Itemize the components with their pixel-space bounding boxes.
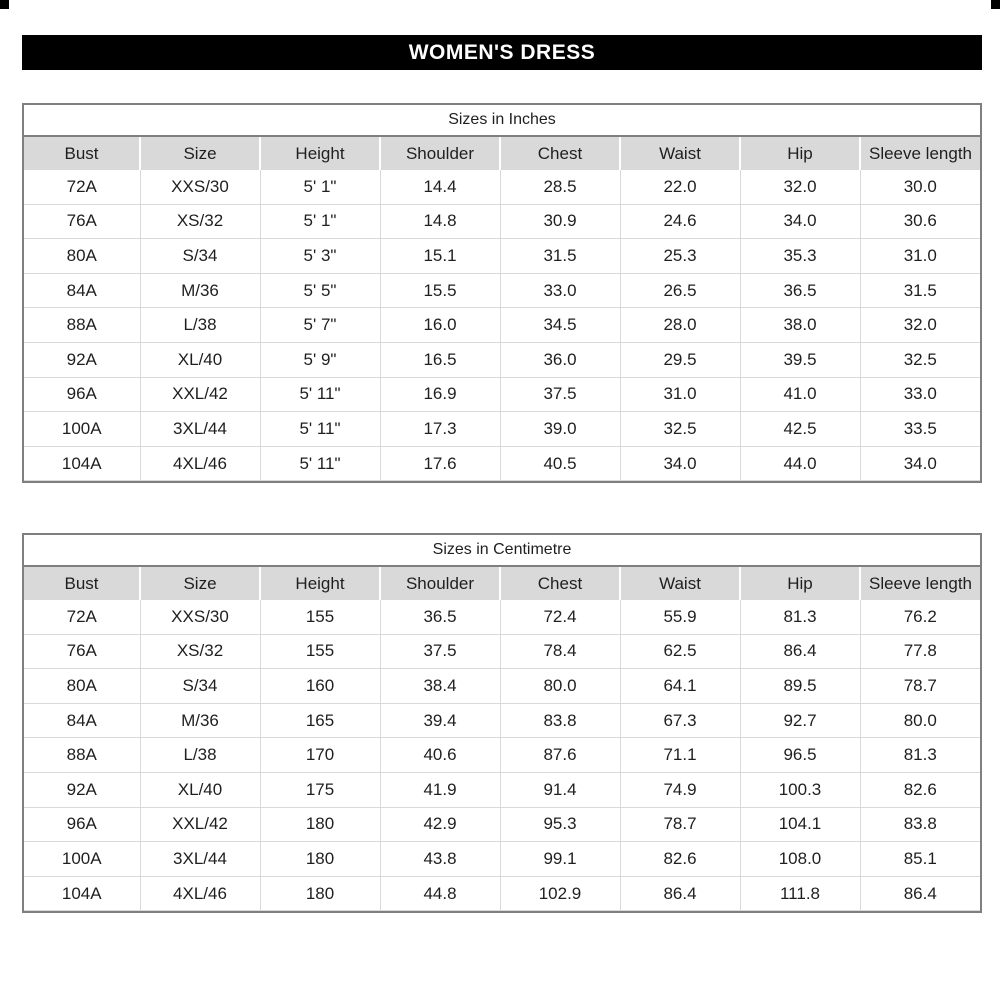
table-cell: 155 — [260, 600, 380, 634]
column-header-waist: Waist — [620, 136, 740, 170]
table-cell: 37.5 — [380, 634, 500, 669]
table-cell: 43.8 — [380, 842, 500, 877]
table-cell: 31.0 — [860, 239, 980, 274]
table-cell: 5' 3" — [260, 239, 380, 274]
table-row — [24, 669, 980, 704]
table-cell: 76A — [24, 634, 140, 669]
table-cell: 88A — [24, 308, 140, 343]
table-cell: XS/32 — [140, 634, 260, 669]
column-header-waist: Waist — [620, 566, 740, 600]
corner-square-top-right — [991, 0, 1000, 9]
table-cell: 3XL/44 — [140, 412, 260, 447]
table-cell: 155 — [260, 634, 380, 669]
table-cell: 87.6 — [500, 738, 620, 773]
table-cell: 29.5 — [620, 342, 740, 377]
table-cell: 85.1 — [860, 842, 980, 877]
table-cell: 165 — [260, 703, 380, 738]
table-cell: 17.6 — [380, 446, 500, 481]
table-title-row — [24, 105, 980, 136]
column-header-sleeve-length: Sleeve length — [860, 566, 980, 600]
table-cell: 5' 1" — [260, 170, 380, 204]
table-row — [24, 600, 980, 634]
table-cell: 83.8 — [500, 703, 620, 738]
table-cell: 34.0 — [620, 446, 740, 481]
table-cell: S/34 — [140, 239, 260, 274]
table-cell: 31.5 — [860, 273, 980, 308]
table-cell: 40.6 — [380, 738, 500, 773]
table-cell: 22.0 — [620, 170, 740, 204]
table-header-row — [24, 566, 980, 600]
table-cell: 95.3 — [500, 807, 620, 842]
table-cell: 96.5 — [740, 738, 860, 773]
table-cell: 42.5 — [740, 412, 860, 447]
table-row — [24, 634, 980, 669]
column-header-height: Height — [260, 566, 380, 600]
table-cell: 4XL/46 — [140, 876, 260, 911]
table-cell: 180 — [260, 807, 380, 842]
column-header-sleeve-length: Sleeve length — [860, 136, 980, 170]
column-header-bust: Bust — [24, 136, 140, 170]
table-cell: 5' 9" — [260, 342, 380, 377]
table-cell: 72A — [24, 600, 140, 634]
table-cell: 38.4 — [380, 669, 500, 704]
table-cell: 5' 11" — [260, 377, 380, 412]
sizes-in-centimetre-table — [22, 533, 982, 913]
table-cell: 64.1 — [620, 669, 740, 704]
table-cell: 100A — [24, 842, 140, 877]
corner-square-top-left — [0, 0, 9, 9]
table-cell: XXS/30 — [140, 600, 260, 634]
sizes-in-inches-table — [22, 103, 982, 483]
table-cell: 17.3 — [380, 412, 500, 447]
table-cell: 34.0 — [860, 446, 980, 481]
table-cell: 14.8 — [380, 204, 500, 239]
table-cell: 78.4 — [500, 634, 620, 669]
table-cell: 86.4 — [620, 876, 740, 911]
table-cell: 84A — [24, 703, 140, 738]
table-cell: 89.5 — [740, 669, 860, 704]
table-cell: M/36 — [140, 703, 260, 738]
table-cell: 104.1 — [740, 807, 860, 842]
table-cell: XL/40 — [140, 342, 260, 377]
table-cell: 24.6 — [620, 204, 740, 239]
column-header-hip: Hip — [740, 566, 860, 600]
table-cell: 33.0 — [500, 273, 620, 308]
table-cell: 72A — [24, 170, 140, 204]
table-cell: 84A — [24, 273, 140, 308]
table-cell: 92A — [24, 772, 140, 807]
table-cell: 5' 7" — [260, 308, 380, 343]
table-cell: 5' 11" — [260, 446, 380, 481]
table-cell: 170 — [260, 738, 380, 773]
table-cell: 33.0 — [860, 377, 980, 412]
size-table — [24, 105, 980, 481]
table-title-row — [24, 535, 980, 566]
table-cell: 77.8 — [860, 634, 980, 669]
table-cell: 96A — [24, 377, 140, 412]
table-row — [24, 807, 980, 842]
column-header-height: Height — [260, 136, 380, 170]
column-header-bust: Bust — [24, 566, 140, 600]
table-cell: 44.8 — [380, 876, 500, 911]
table-cell: 86.4 — [740, 634, 860, 669]
table-cell: 16.0 — [380, 308, 500, 343]
table-cell: 175 — [260, 772, 380, 807]
banner-title: WOMEN'S DRESS — [408, 40, 596, 64]
table-cell: 88A — [24, 738, 140, 773]
table-cell: 100A — [24, 412, 140, 447]
table-cell: 41.0 — [740, 377, 860, 412]
table-row — [24, 377, 980, 412]
column-header-shoulder: Shoulder — [380, 136, 500, 170]
table-cell: 36.5 — [740, 273, 860, 308]
table-title: Sizes in Centimetre — [24, 535, 980, 566]
table-cell: 81.3 — [860, 738, 980, 773]
table-cell: 31.0 — [620, 377, 740, 412]
table-cell: 39.0 — [500, 412, 620, 447]
table-cell: 28.0 — [620, 308, 740, 343]
table-cell: 82.6 — [860, 772, 980, 807]
size-table — [24, 535, 980, 911]
column-header-size: Size — [140, 136, 260, 170]
table-cell: 5' 1" — [260, 204, 380, 239]
table-cell: 78.7 — [620, 807, 740, 842]
column-header-hip: Hip — [740, 136, 860, 170]
table-cell: 37.5 — [500, 377, 620, 412]
table-cell: 15.1 — [380, 239, 500, 274]
table-cell: 33.5 — [860, 412, 980, 447]
table-cell: 62.5 — [620, 634, 740, 669]
table-cell: 31.5 — [500, 239, 620, 274]
table-cell: XS/32 — [140, 204, 260, 239]
table-cell: 40.5 — [500, 446, 620, 481]
table-cell: 14.4 — [380, 170, 500, 204]
table-cell: 30.0 — [860, 170, 980, 204]
table-cell: 104A — [24, 876, 140, 911]
table-header-row — [24, 136, 980, 170]
table-cell: 36.0 — [500, 342, 620, 377]
table-cell: 5' 11" — [260, 412, 380, 447]
table-cell: 111.8 — [740, 876, 860, 911]
table-cell: 42.9 — [380, 807, 500, 842]
table-cell: 81.3 — [740, 600, 860, 634]
table-row — [24, 842, 980, 877]
table-cell: 180 — [260, 842, 380, 877]
table-cell: 30.9 — [500, 204, 620, 239]
table-cell: 80A — [24, 239, 140, 274]
table-cell: 39.5 — [740, 342, 860, 377]
table-cell: 38.0 — [740, 308, 860, 343]
table-cell: XXL/42 — [140, 377, 260, 412]
table-cell: 108.0 — [740, 842, 860, 877]
table-cell: 32.5 — [620, 412, 740, 447]
table-row — [24, 342, 980, 377]
table-cell: M/36 — [140, 273, 260, 308]
table-row — [24, 239, 980, 274]
table-cell: 83.8 — [860, 807, 980, 842]
table-cell: 5' 5" — [260, 273, 380, 308]
table-cell: 80.0 — [500, 669, 620, 704]
table-cell: 100.3 — [740, 772, 860, 807]
table-row — [24, 772, 980, 807]
table-cell: 180 — [260, 876, 380, 911]
table-cell: 35.3 — [740, 239, 860, 274]
table-cell: XL/40 — [140, 772, 260, 807]
banner — [22, 35, 982, 70]
table-cell: 74.9 — [620, 772, 740, 807]
table-cell: 82.6 — [620, 842, 740, 877]
column-header-chest: Chest — [500, 136, 620, 170]
table-cell: 41.9 — [380, 772, 500, 807]
table-row — [24, 446, 980, 481]
table-cell: L/38 — [140, 308, 260, 343]
table-cell: 102.9 — [500, 876, 620, 911]
table-cell: 99.1 — [500, 842, 620, 877]
table-cell: 44.0 — [740, 446, 860, 481]
table-cell: 36.5 — [380, 600, 500, 634]
column-header-shoulder: Shoulder — [380, 566, 500, 600]
table-cell: 86.4 — [860, 876, 980, 911]
table-cell: 32.0 — [860, 308, 980, 343]
table-row — [24, 204, 980, 239]
table-row — [24, 876, 980, 911]
table-cell: 71.1 — [620, 738, 740, 773]
table-cell: L/38 — [140, 738, 260, 773]
table-cell: 104A — [24, 446, 140, 481]
column-header-chest: Chest — [500, 566, 620, 600]
table-row — [24, 273, 980, 308]
table-row — [24, 738, 980, 773]
table-cell: 4XL/46 — [140, 446, 260, 481]
table-cell: S/34 — [140, 669, 260, 704]
table-cell: 55.9 — [620, 600, 740, 634]
table-row — [24, 412, 980, 447]
table-cell: 76.2 — [860, 600, 980, 634]
table-cell: XXS/30 — [140, 170, 260, 204]
table-cell: 30.6 — [860, 204, 980, 239]
table-cell: 34.5 — [500, 308, 620, 343]
table-cell: 3XL/44 — [140, 842, 260, 877]
table-title: Sizes in Inches — [24, 105, 980, 136]
table-cell: 34.0 — [740, 204, 860, 239]
table-row — [24, 170, 980, 204]
table-cell: 80.0 — [860, 703, 980, 738]
table-cell: 78.7 — [860, 669, 980, 704]
table-cell: 16.5 — [380, 342, 500, 377]
table-cell: 28.5 — [500, 170, 620, 204]
table-cell: 32.5 — [860, 342, 980, 377]
table-cell: 160 — [260, 669, 380, 704]
table-cell: 80A — [24, 669, 140, 704]
table-cell: 67.3 — [620, 703, 740, 738]
table-cell: XXL/42 — [140, 807, 260, 842]
table-cell: 72.4 — [500, 600, 620, 634]
table-cell: 92.7 — [740, 703, 860, 738]
table-cell: 16.9 — [380, 377, 500, 412]
table-cell: 15.5 — [380, 273, 500, 308]
table-row — [24, 308, 980, 343]
table-cell: 26.5 — [620, 273, 740, 308]
table-cell: 25.3 — [620, 239, 740, 274]
table-cell: 32.0 — [740, 170, 860, 204]
column-header-size: Size — [140, 566, 260, 600]
table-cell: 92A — [24, 342, 140, 377]
table-cell: 39.4 — [380, 703, 500, 738]
table-row — [24, 703, 980, 738]
table-cell: 96A — [24, 807, 140, 842]
table-cell: 76A — [24, 204, 140, 239]
table-cell: 91.4 — [500, 772, 620, 807]
